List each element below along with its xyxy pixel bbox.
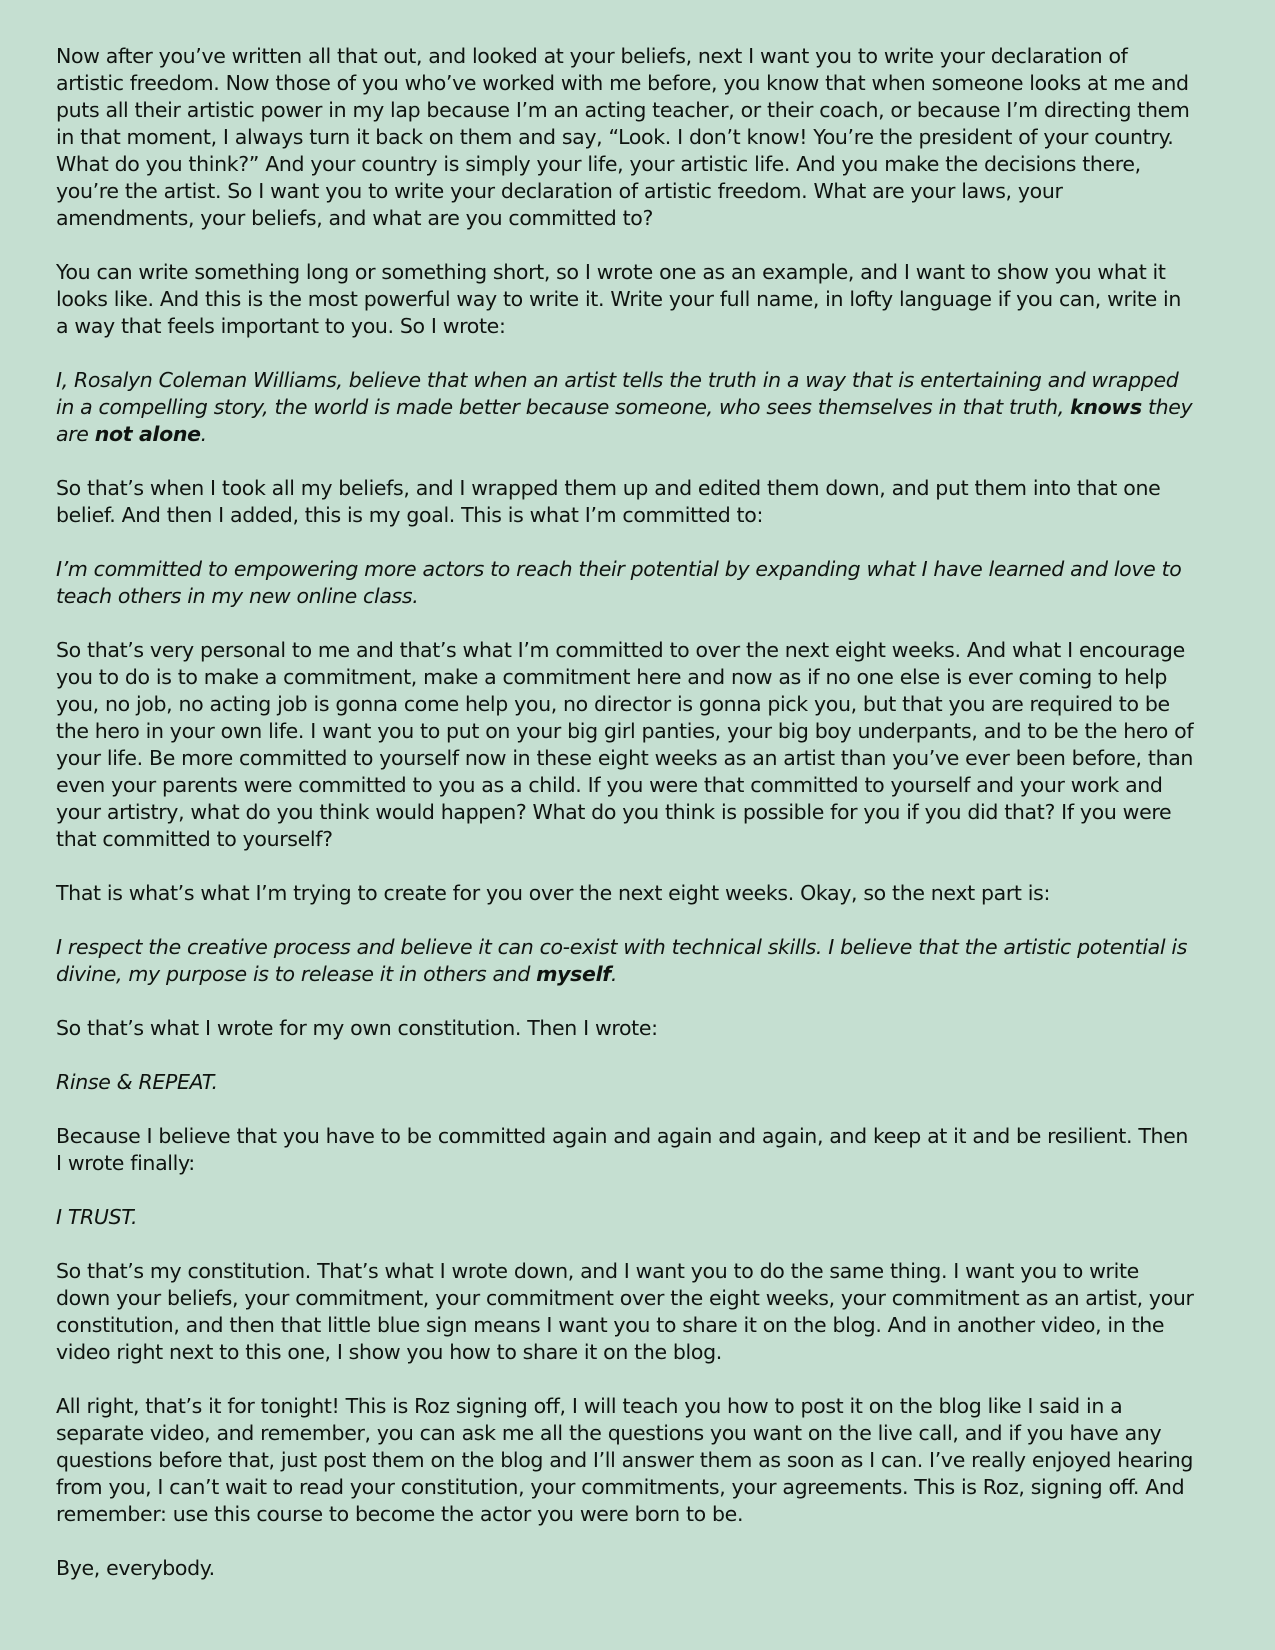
quote-belief-text-2: they are <box>56 395 1193 446</box>
paragraph-constitution-note: So that’s what I wrote for my own constitution. Then I wrote: <box>56 1016 658 1040</box>
paragraph-resilience: Because I believe that you have to be committed again and again and again, and keep at it and be resilient. Then I wrote finally: <box>56 1124 1189 1175</box>
paragraph-share-instructions: So that’s my constitution. That’s what I wrote down, and I want you to do the same thing. I want you to write down your beliefs, your commitment, your commitment over the eight weeks, your commitment as an artist, your constitution, and then that little blue sign means I want you to share it on the blog. And in another video, in the video right next to this one, I show you how to share it on the blog. <box>56 1259 1194 1364</box>
paragraph-example-intro: You can write something long or something short, so I wrote one as an example, and I want to show you what it looks like. And this is the most powerful way to write it. Write your full name, in lofty language if you can, write in a way that feels important to you. So I wrote: <box>56 260 1182 338</box>
quote-creative-text-2: . <box>610 962 618 986</box>
paragraph-declaration-intro: Now after you’ve written all that out, and looked at your beliefs, next I want you to write your declaration of artistic freedom. Now those of you who’ve worked with me before, you know that when someone looks at me and puts all their artistic power in my lap because I’m an acting teacher, or their coach, or because I’m directing them in that moment, I always turn it back on them and say, “Look. I don’t know! You’re the president of your country. What do you think?” And your country is simply your life, your artistic life. And you make the decisions there, you’re the artist. So I want you to write your declaration of artistic freedom. What are your laws, your amendments, your beliefs, and what are you committed to? <box>56 44 1190 230</box>
quote-rinse-repeat: Rinse & REPEAT. <box>56 1070 218 1094</box>
quote-belief <box>56 367 1195 448</box>
quote-belief-bold-not-alone: not alone <box>94 422 201 446</box>
quote-i-trust: I TRUST. <box>56 1205 138 1229</box>
paragraph-sign-off: All right, that’s it for tonight! This is Roz signing off, I will teach you how to post it on the blog like I said in a separate video, and remember, you can ask me all the questions you want on the live call, and if you have any questions before that, just post them on the blog and I’ll answer them as soon as I can. I’ve really enjoyed hearing from you, I can’t wait to read your constitution, your commitments, your agreements. This is Roz, signing off. And remember: use this course to become the actor you were born to be. <box>56 1394 1194 1526</box>
quote-belief-text-3: . <box>200 422 207 446</box>
quote-belief-bold-knows: knows <box>1070 395 1142 419</box>
paragraph-goal-intro: So that’s when I took all my beliefs, and I wrapped them up and edited them down, and put them into that one belief. And then I added, this is my goal. This is what I’m committed to: <box>56 476 1161 527</box>
quote-belief-text-1: I, Rosalyn Coleman Williams, believe that when an artist tells the truth in a way that is entertaining and wrapped in a compelling story, the world is made better because someone, who sees themselves in that truth, <box>56 368 1179 419</box>
quote-commitment: I’m committed to empowering more actors to reach their potential by expanding what I have learned and love to teach others in my new online class. <box>56 557 1182 608</box>
quote-creative-bold-myself: myself <box>536 962 611 986</box>
paragraph-next-part: That is what’s what I’m trying to create for you over the next eight weeks. Okay, so the next part is: <box>56 881 1051 905</box>
quote-creative-process <box>56 934 1195 988</box>
paragraph-commitment-explanation: So that’s very personal to me and that’s what I’m committed to over the next eight weeks. And what I encourage you to do is to make a commitment, make a commitment here and now as if no one else is ever coming to help you, no job, no acting job is gonna come help you, no director is gonna pick you, but that you are required to be the hero in your own life. I want you to put on your big girl panties, your big boy underpants, and to be the hero of your life. Be more committed to yourself now in these eight weeks as an artist than you’ve ever been before, than even your parents were committed to you as a child. If you were that committed to yourself and your work and your artistry, what do you think would happen? What do you think is possible for you if you did that? If you were that committed to yourself? <box>56 638 1194 851</box>
paragraph-goodbye: Bye, everybody. <box>56 1556 215 1580</box>
quote-creative-text-1: I respect the creative process and believe it can co-exist with technical skills. I believe that the artistic potential is divine, my purpose is to release it in others and <box>56 935 1188 986</box>
